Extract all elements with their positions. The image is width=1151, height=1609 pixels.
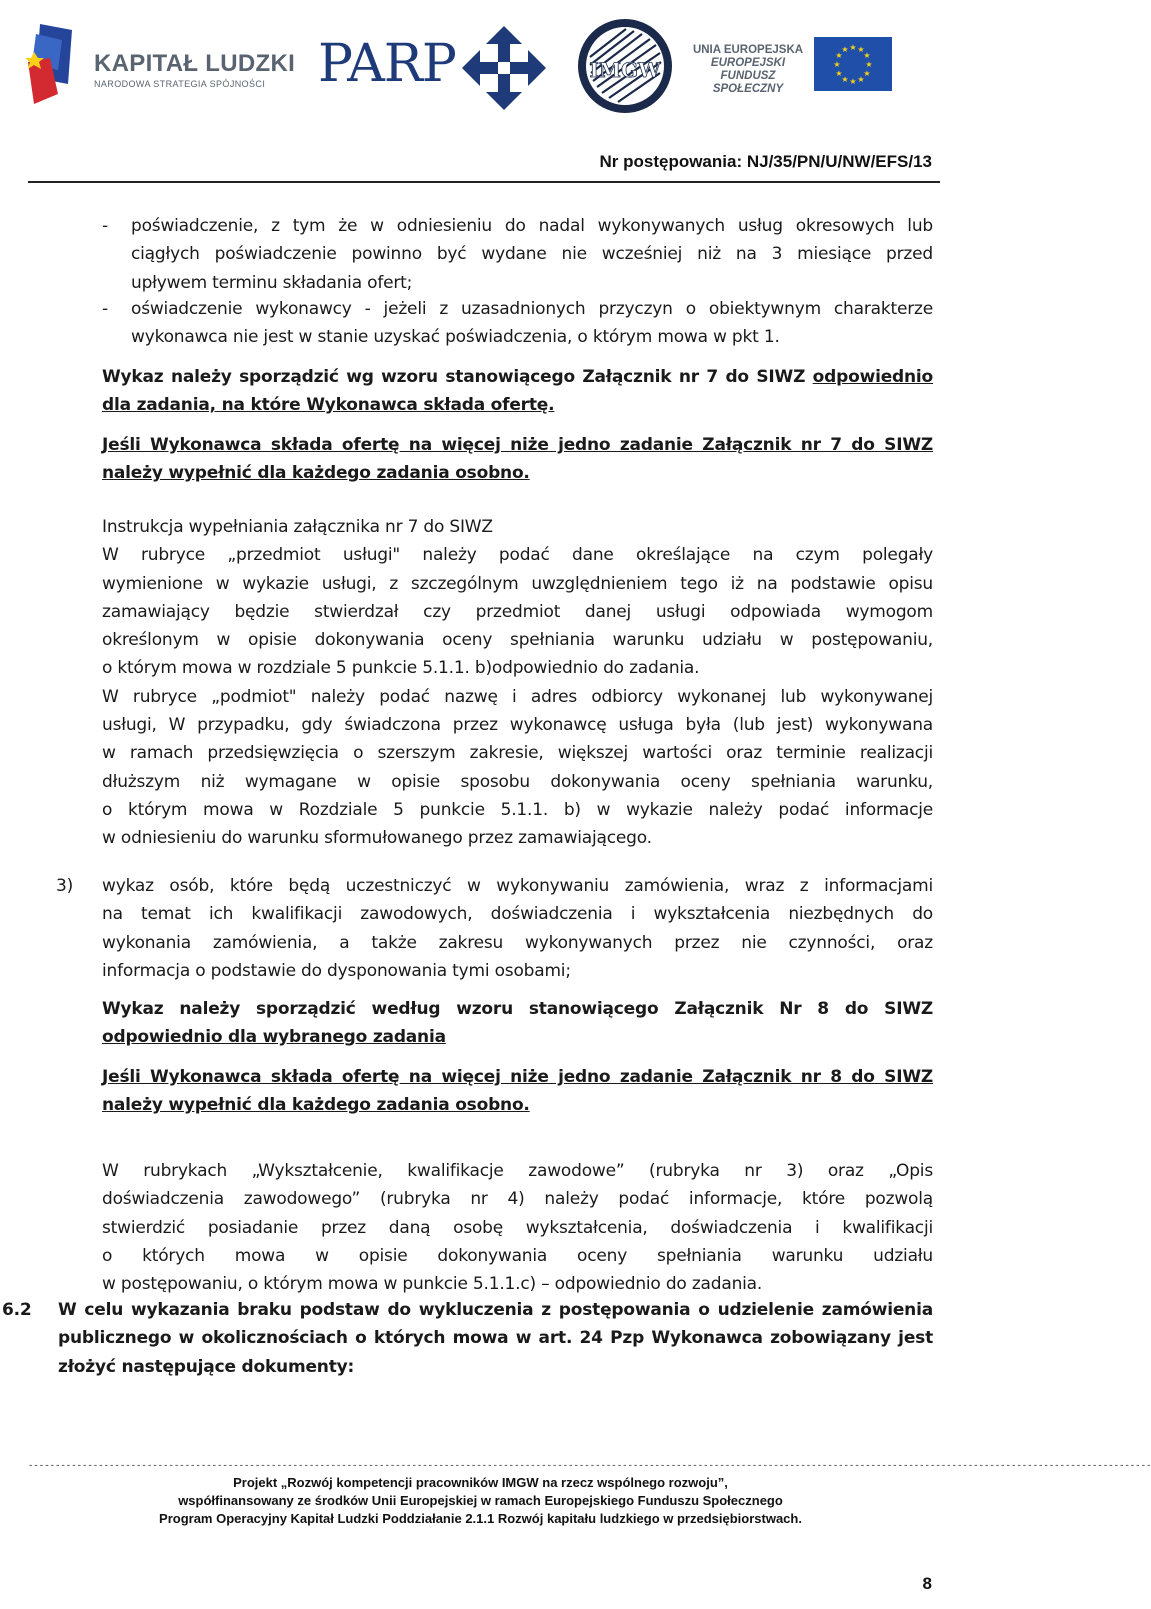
svg-text:★: ★ [865,60,873,69]
text-line: w ramach przedsięwzięcia o szerszym zakresie, większej wartości oraz terminie realizacji [102,743,933,764]
text-line: o którym mowa w rozdziale 5 punkcie 5.1.1. b)odpowiednio do zadania. [102,658,700,679]
text-line: upływem terminu składania ofert; [131,272,413,293]
paragraph-columns-instruction [102,1157,933,1298]
paragraph-annex7-multiple [102,431,933,488]
text-line: należy wypełnić dla każdego zadania osobno. [102,463,530,484]
list-item-persons [102,872,933,985]
text-line: W celu wykazania braku podstaw do wykluczenia z postępowania o udzielenie zamówienia [58,1300,933,1320]
text-line: ciągłych poświadczenie powinno być wydane nie wcześniej niż na 3 miesiące przed [131,244,933,265]
text-line: publicznego w okolicznościach o których mowa w art. 24 Pzp Wykonawca zobowiązany jest [58,1328,933,1349]
text-line: Jeśli Wykonawca składa ofertę na więcej niże jedno zadanie Załącznik nr 7 do SIWZ [102,435,933,455]
footer-funding-line: współfinansowany ze środków Unii Europejskiej w ramach Europejskiego Funduszu Społecznego [178,1493,783,1508]
parp-arrows-icon [462,26,546,110]
text-line: doświadczenia zawodowego” (rubryka nr 4) należy podać informacje, które pozwolą [102,1189,933,1210]
svg-text:★: ★ [835,51,843,60]
text-line: W rubryce „podmiot" należy podać nazwę i adres odbiorcy wykonanej lub wykonywanej [102,686,933,707]
procedure-number: Nr postępowania: NJ/35/PN/U/NW/EFS/13 [599,152,932,171]
eu-text-block [692,44,804,96]
kapital-ludzki-subtitle: NARODOWA STRATEGIA SPÓJNOŚCI [94,79,266,89]
svg-text:★: ★ [849,77,857,86]
kapital-ludzki-title: KAPITAŁ LUDZKI [94,50,296,77]
bullet-marker: - [102,216,108,236]
text-line: usługi, W przypadku, gdy świadczona przez wykonawcę usługa była (lub jest) wykonywana [102,715,933,736]
eu-line-1: UNIA EUROPEJSKA [692,44,804,56]
section-6-2-heading [58,1296,933,1381]
text-line: W rubrykach „Wykształcenie, kwalifikacje zawodowe” (rubryka nr 3) oraz „Opis [102,1161,933,1181]
text-line: oświadczenie wykonawcy - jeżeli z uzasadnionych przyczyn o obiektywnym charakterze [131,299,933,319]
section-number: 6.2 [2,1300,32,1320]
underlined-span: odpowiednio [812,367,934,387]
parp-logo: PARP [318,34,456,94]
paragraph-annex8-instruction [102,995,933,1052]
instructions-annex7 [102,513,933,853]
eu-line-2: EUROPEJSKI [710,57,786,69]
bullet-certificate [131,212,933,297]
text-line: odpowiednio dla wybranego zadania [102,1027,446,1048]
paragraph-annex7-instruction [102,363,933,420]
text-line: o którym mowa w Rozdziale 5 punkcie 5.1.1. b) w wykazie należy podać informacje [102,799,933,820]
svg-text:★: ★ [849,43,857,52]
footer-dashed-rule: ---------------------------------------------------------------------------------------------------------------------------------------------------------------------------------------------------------------- [28,1461,1151,1471]
text-line: Wykaz należy sporządzić według wzoru stanowiącego Załącznik Nr 8 do SIWZ [102,999,933,1019]
svg-text:★: ★ [841,45,849,54]
text-line: w odniesieniu do warunku sformułowanego przez zamawiającego. [102,828,652,849]
text-line: należy wypełnić dla każdego zadania osobno. [102,1095,530,1116]
svg-text:★: ★ [863,51,871,60]
footer-project-line: Projekt „Rozwój kompetencji pracowników IMGW na rzecz wspólnego rozwoju”, [233,1475,728,1490]
text-line: informacja o podstawie do dysponowania tymi osobami; [102,960,571,981]
text-line: stwierdzić posiadanie przez daną osobę wykształcenia, doświadczenia i kwalifikacji [102,1217,933,1238]
footer-programme-line: Program Operacyjny Kapitał Ludzki Poddziałanie 2.1.1 Rozwój kapitału ludzkiego w przedsiębiorstwach. [159,1511,802,1526]
text-line: W rubryce „przedmiot usługi" należy podać dane określające na czym polegały [102,545,933,566]
text-line: dla zadania, na które Wykonawca składa ofertę. [102,395,555,416]
bullet-marker: - [102,299,108,319]
svg-text:★: ★ [863,69,871,78]
bullet-contractor-statement [131,295,933,352]
svg-text:★: ★ [857,75,865,84]
text-line: wykonania zamówienia, a także zakresu wykonywanych przez nie czynności, oraz [102,932,933,953]
instructions-title: Instrukcja wypełniania załącznika nr 7 do SIWZ [102,517,493,537]
text-line: Jeśli Wykonawca składa ofertę na więcej niże jedno zadanie Załącznik nr 8 do SIWZ [102,1067,933,1087]
svg-text:★: ★ [857,45,865,54]
text-line: w postępowaniu, o którym mowa w punkcie 5.1.1.c) – odpowiednio do zadania. [102,1274,763,1295]
text-line: o których mowa w opisie dokonywania oceny spełniania warunku udziału [102,1245,933,1266]
text-line: poświadczenie, z tym że w odniesieniu do nadal wykonywanych usług okresowych lub [131,216,933,236]
text-line: wykonawca nie jest w stanie uzyskać poświadczenia, o którym mowa w pkt 1. [131,327,780,348]
text-line: wykaz osób, które będą uczestniczyć w wykonywaniu zamówienia, wraz z informacjami [102,876,933,896]
text-line: dłuższym niż wymagane w opisie sposobu dokonywania oceny spełniania warunku, [102,771,933,792]
eu-line-3: FUNDUSZ SPOŁECZNY [712,70,784,95]
text-line: wymienione w wykazie usługi, z szczególnym uwzględnieniem tego iż na podstawie opisu [102,573,933,594]
text-line [102,363,933,391]
imgw-seal-icon [576,17,674,115]
text-line: zamawiający będzie stwierdzał czy przedmiot danej usługi odpowiada wymogom [102,601,933,622]
text-line: określonym w opisie dokonywania oceny spełniania warunku udziału w postępowaniu, [102,630,933,651]
text-line: złożyć następujące dokumenty: [58,1356,355,1377]
text-line: na temat ich kwalifikacji zawodowych, doświadczenia i wykształcenia niezbędnych do [102,904,933,925]
page-number: 8 [922,1574,932,1593]
list-number: 3) [56,876,74,896]
kapital-ludzki-emblem-icon [28,24,80,104]
svg-text:★: ★ [833,60,841,69]
paragraph-annex8-multiple [102,1063,933,1120]
imgw-logo-text: IMGW [589,58,661,82]
text-span: Wykaz należy sporządzić wg wzoru stanowiącego Załącznik nr 7 do SIWZ [102,367,806,387]
svg-text:★: ★ [841,75,849,84]
header-divider [28,181,940,183]
eu-flag-icon [814,37,892,91]
svg-text:★: ★ [835,69,843,78]
